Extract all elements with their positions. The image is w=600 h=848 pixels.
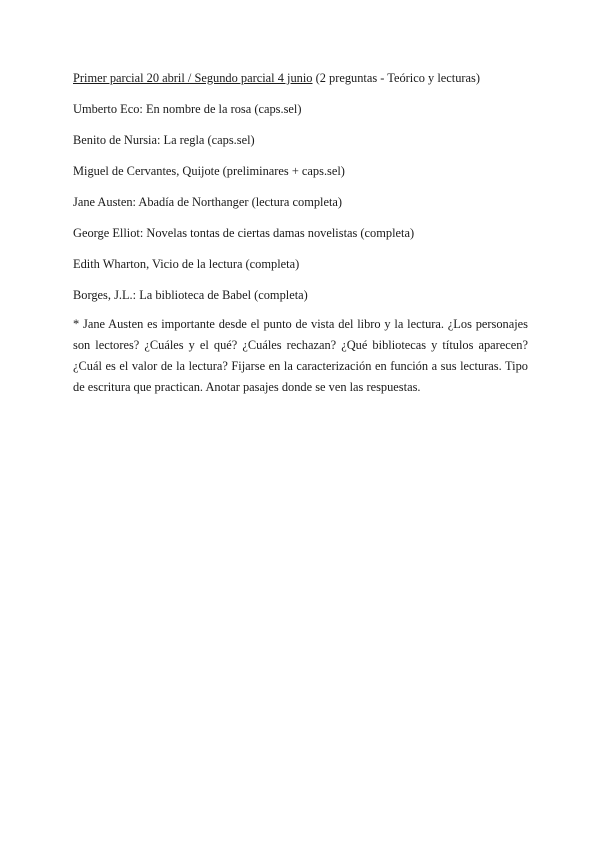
reading-item: Jane Austen: Abadía de Northanger (lectura completa) (73, 195, 343, 209)
reading-item: Edith Wharton, Vicio de la lectura (completa) (73, 257, 300, 271)
exam-dates-line (73, 70, 533, 86)
reading-item: Umberto Eco: En nombre de la rosa (caps.sel) (73, 102, 302, 116)
austen-note: * Jane Austen es importante desde el punto de vista del libro y la lectura. ¿Los personajes son lectores? ¿Cuáles y el qué? ¿Cuáles rechazan? ¿Qué bibliotecas y títulos aparecen? ¿Cuál es el valor de la lectura? Fijarse en la caracterización en función a sus lecturas. Tipo de escritura que practican. Anotar pasajes donde se ven las respuestas. (73, 317, 528, 394)
exam-dates: Primer parcial 20 abril / Segundo parcial 4 junio (73, 71, 313, 85)
reading-item: Benito de Nursia: La regla (caps.sel) (73, 133, 255, 147)
reading-item: George Elliot: Novelas tontas de ciertas damas novelistas (completa) (73, 226, 415, 240)
exam-format: (2 preguntas - Teórico y lecturas) (312, 71, 480, 85)
reading-item: Borges, J.L.: La biblioteca de Babel (completa) (73, 288, 308, 302)
reading-item: Miguel de Cervantes, Quijote (preliminares + caps.sel) (73, 164, 345, 178)
document-page (73, 70, 533, 410)
